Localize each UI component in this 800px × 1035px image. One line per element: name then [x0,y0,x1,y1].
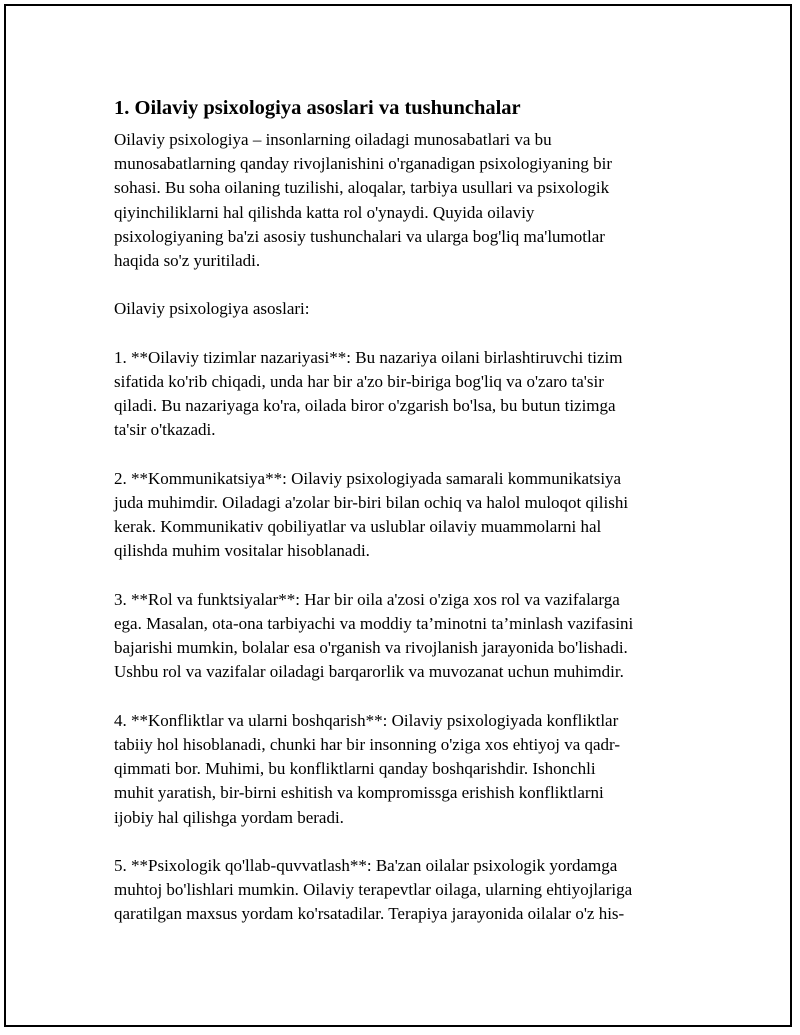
text-line: qilishda muhim vositalar hisoblanadi. [114,541,370,561]
text-line: qimmati bor. Muhimi, bu konfliktlarni qanday boshqarishdir. Ishonchli [114,759,596,779]
text-line: muhtoj bo'lishlari mumkin. Oilaviy terapevtlar oilaga, ularning ehtiyojlariga [114,880,633,900]
text-line: 4. **Konfliktlar va ularni boshqarish**: Oilaviy psixologiyada konfliktlar [114,710,619,730]
paragraph-list [114,128,674,927]
text-line: 1. **Oilaviy tizimlar nazariyasi**: Bu nazariya oilani birlashtiruvchi tizim [114,347,623,367]
section-heading: 1. Oilaviy psixologiya asoslari va tushunchalar [114,97,521,119]
text-line: sifatida ko'rib chiqadi, unda har bir a'zo bir-biriga bog'liq va o'zaro ta'sir [114,372,604,391]
paragraph [114,297,674,321]
document-body [114,94,674,951]
text-line: psixologiyaning ba'zi asosiy tushunchalari va ularga bog'liq ma'lumotlar [114,226,605,246]
text-line: haqida so'z yuritiladi. [114,251,261,271]
text-line: ta'sir o'tkazadi. [114,420,216,440]
paragraph [114,854,674,927]
text-line: qiyinchiliklarni hal qilishda katta rol o'ynaydi. Quyida oilaviy [114,202,535,222]
text-line: muhit yaratish, bir-birni eshitish va kompromissga erishish konfliktlarni [114,783,604,803]
text-line: ega. Masalan, ota-ona tarbiyachi va moddiy ta’minotni ta’minlash vazifasini [114,614,634,633]
text-line: qaratilgan maxsus yordam ko'rsatadilar. Terapiya jarayonida oilalar o'z his- [114,904,625,924]
text-line: munosabatlarning qanday rivojlanishini o'rganadigan psixologiyaning bir [114,154,613,174]
paragraph [114,588,674,685]
paragraph [114,346,674,443]
text-line: 2. **Kommunikatsiya**: Oilaviy psixologiyada samarali kommunikatsiya [114,468,622,488]
text-line: bajarishi mumkin, bolalar esa o'rganish va rivojlanish jarayonida bo'lishadi. [114,638,628,658]
text-line: qiladi. Bu nazariyaga ko'ra, oilada biror o'zgarish bo'lsa, bu butun tizimga [114,396,616,416]
text-line: Oilaviy psixologiya – insonlarning oiladagi munosabatlari va bu [114,130,552,149]
text-line: Ushbu rol va vazifalar oiladagi barqarorlik va muvozanat uchun muhimdir. [114,662,624,682]
paragraph [114,709,674,830]
text-line: kerak. Kommunikativ qobiliyatlar va uslublar oilaviy muammolarni hal [114,517,602,537]
paragraph [114,467,674,564]
text-line: 3. **Rol va funktsiyalar**: Har bir oila a'zosi o'ziga xos rol va vazifalarga [114,589,620,609]
text-line: 5. **Psixologik qo'llab-quvvatlash**: Ba'zan oilalar psixologik yordamga [114,856,618,875]
text-line: juda muhimdir. Oiladagi a'zolar bir-biri bilan ochiq va halol muloqot qilishi [114,493,629,512]
text-line: sohasi. Bu soha oilaning tuzilishi, aloqalar, tarbiya usullari va psixologik [114,178,610,198]
text-line: ijobiy hal qilishga yordam beradi. [114,807,344,827]
paragraph [114,128,674,273]
text-line: tabiiy hol hisoblanadi, chunki har bir insonning o'ziga xos ehtiyoj va qadr- [114,735,621,754]
text-line: Oilaviy psixologiya asoslari: [114,299,310,319]
